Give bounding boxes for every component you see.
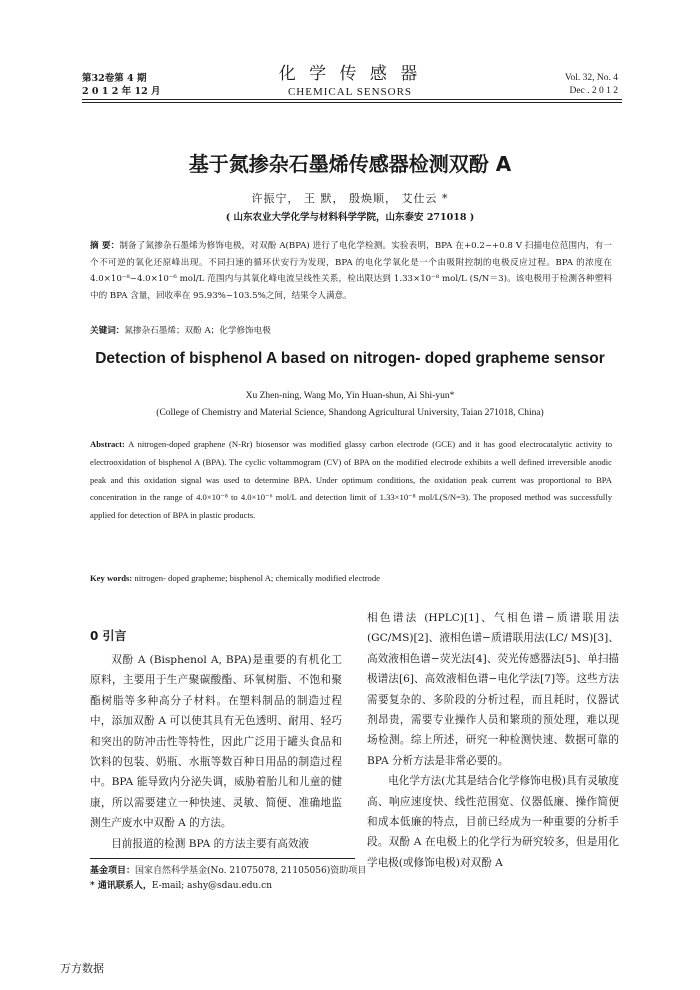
abstract-en-label: Abstract: — [90, 439, 125, 449]
body-paragraph: 双酚 A (Bisphenol A, BPA)是重要的有机化工原料，主要用于生产聚碳酸酯、环氧树脂、不饱和聚酯树脂等多种高分子材料。在塑料制品的制造过程中，添加双酚 A 可以使其具有无色透明、耐用、轻巧和突出的防冲击性等特性，因此广泛用于罐头食品和饮料的包装、奶瓶、水瓶等数百种日用品的制造过程中。BPA 能导致内分泌失调，威胁着胎儿和儿童的健康，所以需要建立一种快速、灵敏、简便、准确地监测生产废水中双酚 A 的方法。 — [90, 654, 342, 830]
body-paragraph: 电化学方法(尤其是结合化学修饰电极)具有灵敏度高、响应速度快、线性范围宽、仪器低廉、操作简便和成本低廉的特点，目前已经成为一种重要的分析手段。双酚 A 在电极上的化学行为研究较多，但是用化学电极(或修饰电极)对双酚 A — [367, 775, 619, 869]
footnote-contact-text: E-mail; ashy@sdau.edu.cn — [151, 881, 273, 891]
keywords-cn-label: 关键词： — [90, 326, 125, 336]
paper-title-en: Detection of bisphenol A based on nitrogen- doped grapheme sensor — [95, 350, 605, 367]
body-paragraph: 相色谱法 (HPLC)[1]、气相色谱−质谱联用法(GC/MS)[2]、液相色谱−质谱联用法(LC/ MS)[3]、高效液相色谱−荧光法[4]、荧光传感器法[5]、单扫描极谱法[6]、高效液相色谱−电化学法[7]等。这些方法需要复杂的、多阶段的分析过程，而且耗时，仪器试剂昂贵，需要专业操作人员和繁琐的预处理，难以现场检测。综上所述，研究一种检测快速、数据可靠的 BPA 分析方法是非常必要的。 — [367, 612, 619, 767]
body-column-right — [367, 608, 619, 873]
abstract-cn-label: 摘 要： — [90, 241, 120, 251]
section-heading-intro: 0 引言 — [90, 629, 127, 643]
abstract-en — [90, 436, 612, 525]
volume-issue-cn: 第32卷第 4 期 — [82, 73, 147, 84]
source-watermark: 万方数据 — [60, 962, 104, 975]
footnote-fund-label: 基金项目： — [90, 866, 136, 876]
body-paragraph: 目前报道的检测 BPA 的方法主要有高效液 — [111, 837, 310, 850]
keywords-en-text: nitrogen- doped grapheme; bisphenol A; chemically modified electrode — [132, 573, 380, 583]
abstract-cn — [90, 238, 612, 305]
authors-en: Xu Zhen-ning, Wang Mo, Yin Huan-shun, Ai Shi-yun* — [245, 391, 455, 401]
footnote-contact-label: * 通讯联系人， — [90, 881, 152, 891]
keywords-cn-text: 氮掺杂石墨烯；双酚 A；化学修饰电极 — [124, 326, 271, 336]
affiliation-cn: ( 山东农业大学化学与材料科学学院，山东泰安 271018 ) — [225, 212, 475, 223]
journal-name-cn: 化 学 传 感 器 — [278, 64, 422, 84]
body-column-left — [90, 650, 342, 854]
journal-name-en: CHEMICAL SENSORS — [287, 86, 413, 98]
footnote-rule — [90, 858, 355, 859]
authors-cn: 许振宁， 王 默， 殷焕顺， 艾仕云 * — [251, 192, 449, 205]
abstract-cn-text: 制备了氮掺杂石墨烯为修饰电极，对双酚 A(BPA) 进行了电化学检测。实验表明，BPA 在+0.2~+0.8 V 扫描电位范围内，有一个不可逆的氧化还原峰出现。不同扫速的循环伏安行为发现，BPA 的电化学氧化是一个由吸附控制的电极反应过程。BPA 的浓度在 4.0×10⁻⁸~4.0×10⁻⁶ mol/L 范围内与其氧化峰电流呈线性关系，检出限达到 1.33×10⁻⁸ mol/L (S/N＝3)。该电极用于检测各种塑料中的 BPA 含量，回收率在 95.93%~103.5%之间，结果令人满意。 — [90, 241, 612, 302]
footnote-contact — [90, 879, 272, 893]
footnote-fund — [90, 864, 366, 878]
header-issue-block — [565, 72, 618, 98]
header-rule-thin — [82, 102, 622, 103]
affiliation-en: (College of Chemistry and Material Science, Shandong Agricultural University, Taian 271018, China) — [156, 408, 544, 418]
footnote-fund-text: 国家自然科学基金(No. 21075078, 21105056)资助项目 — [135, 866, 367, 876]
abstract-en-text: A nitrogen-doped graphene (N-Rr) biosensor was modified glassy carbon electrode (GCE) and it has good electrocatalytic activity to electrooxidation of bisphenol A (BPA). The cyclic voltammogram (CV) of BPA on the modified electrode exhibits a well defined irreversible anodic peak and this oxidation signal was used to determine BPA. Under optimum conditions, the oxidation peak current was proportional to BPA concentration in the range of 4.0×10⁻⁸ to 4.0×10⁻⁶ mol/L and detection limit of 1.33×10⁻⁸ mol/L(S/N=3). The proposed method was successfully applied for detection of BPA in plastic products. — [90, 439, 612, 521]
keywords-en — [90, 570, 612, 588]
header-rule — [82, 99, 622, 100]
date-en: Dec . 2 0 1 2 — [569, 86, 618, 96]
date-cn: 2 0 1 2 年 12 月 — [82, 86, 161, 97]
volume-issue-en: Vol. 32, No. 4 — [564, 73, 618, 83]
keywords-en-label: Key words: — [90, 573, 133, 583]
paper-title-cn: 基于氮掺杂石墨烯传感器检测双酚 A — [188, 152, 512, 176]
keywords-cn — [90, 323, 612, 340]
